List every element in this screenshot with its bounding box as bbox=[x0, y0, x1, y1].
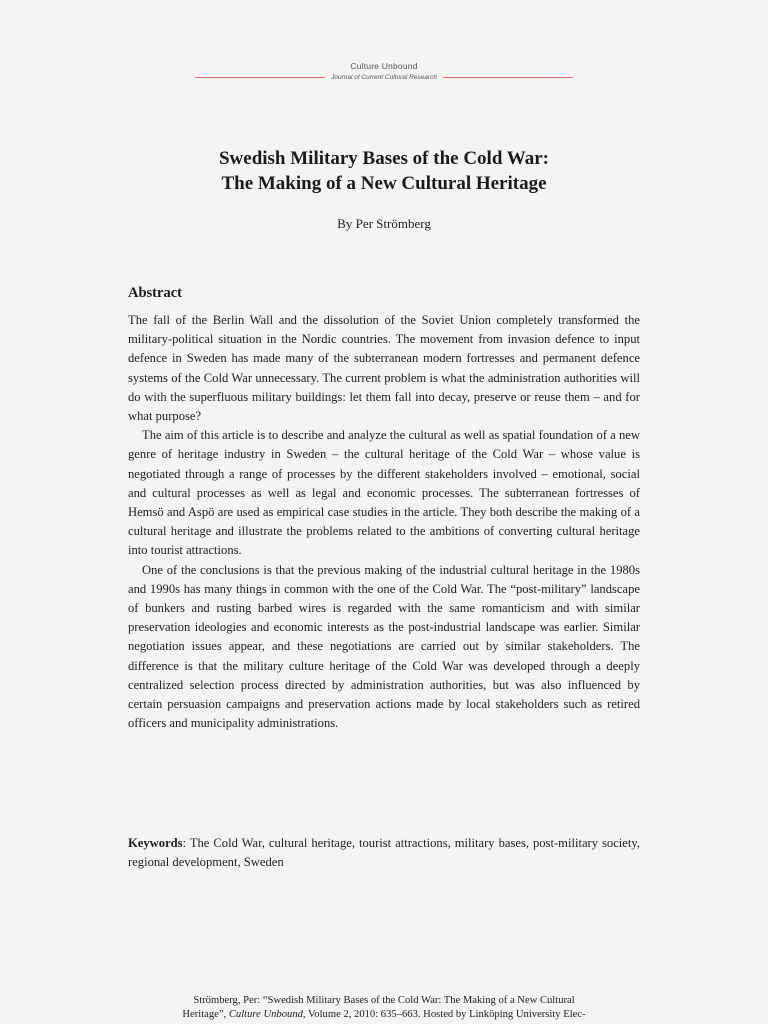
citation-journal-name: Culture Unbound bbox=[228, 1009, 303, 1020]
abstract-paragraph-2: The aim of this article is to describe and analyze the cultural as well as spatial foundation of a new genre of heritage industry in Sweden – the cultural heritage of the Cold War – whose value is negotiated through a range of processes by the different stakeholders involved – emotional, social and cultural processes as well as legal and economic processes. The subterranean fortresses of Hemsö and Aspö are used as empirical case studies in the article. They both describe the making of a cultural heritage and illustrate the problems related to the ambitions of converting cultural heritage into tourist attractions. bbox=[128, 428, 640, 558]
journal-header bbox=[195, 61, 573, 81]
abstract-paragraph-3: One of the conclusions is that the previous making of the industrial cultural heritage in the 1980s and 1990s has many things in common with the one of the Cold War. The “post-military” landscape of bunkers and rusting barbed wires is regarded with the same romanticism and with similar preservation ideologies and economic interests as the post-industrial landscape was earlier. Similar negotiation issues appear, and these negotiations are carried out by similar stakeholders. The difference is that the military culture heritage of the Cold War was developed through a deeply centralized selection process directed by administration authorities, but was also influenced by certain persuasion campaigns and preservation actions made by local stakeholders such as retired officers and municipality administrations. bbox=[128, 562, 640, 731]
article-title bbox=[128, 146, 640, 196]
journal-rule-row bbox=[195, 74, 573, 81]
keywords-label: Keywords bbox=[128, 836, 183, 850]
article-byline: By Per Strömberg bbox=[337, 216, 431, 231]
abstract-body bbox=[128, 311, 640, 733]
keywords bbox=[128, 834, 640, 872]
journal-subtitle: Journal of Current Cultural Research bbox=[331, 74, 437, 81]
journal-rule-left bbox=[195, 77, 325, 78]
citation-footer bbox=[128, 994, 640, 1022]
article-title-line-2: The Making of a New Cultural Heritage bbox=[221, 173, 547, 194]
citation-line-2 bbox=[128, 1008, 640, 1022]
article-title-line-1: Swedish Military Bases of the Cold War: bbox=[218, 148, 550, 169]
journal-rule-right bbox=[443, 77, 573, 78]
citation-line-2-post: , Volume 2, 2010: 635–663. Hosted by Linköping University Elec- bbox=[302, 1009, 586, 1020]
keywords-text: : The Cold War, cultural heritage, tourist attractions, military bases, post-military society, regional development, Sweden bbox=[128, 836, 640, 870]
journal-name: Culture Unbound bbox=[350, 61, 418, 71]
citation-line-2-pre: Heritage”, bbox=[182, 1009, 229, 1020]
abstract-paragraph-1: The fall of the Berlin Wall and the dissolution of the Soviet Union completely transformed the military-political situation in the Nordic countries. The movement from invasion defence to input defence in Sweden has made many of the subterranean modern fortresses and permanent defence systems of the Cold War unnecessary. The current problem is what the administration authorities will do with the superfluous military buildings: let them fall into decay, preserve or reuse them – and for what purpose? bbox=[128, 313, 640, 424]
citation-line-1: Strömberg, Per: “Swedish Military Bases of the Cold War: The Making of a New Cultural bbox=[193, 995, 575, 1006]
abstract-heading: Abstract bbox=[128, 285, 182, 301]
